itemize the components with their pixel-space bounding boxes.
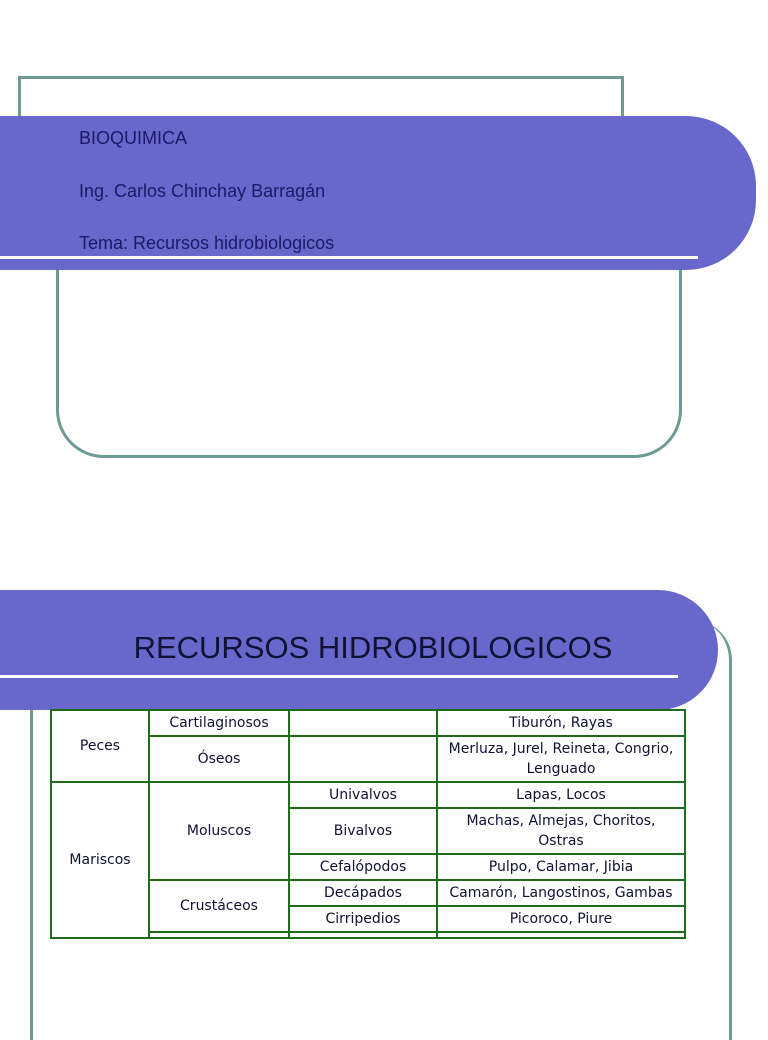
subclass-cell: Cirripedios [289, 906, 437, 932]
examples-cell: Tiburón, Rayas [437, 710, 685, 736]
slide-title-page [0, 0, 768, 500]
group-cell: Peces [51, 710, 149, 782]
examples-cell [437, 932, 685, 938]
examples-cell: Merluza, Jurel, Reineta, Congrio, Lenguado [437, 736, 685, 782]
examples-cell: Camarón, Langostinos, Gambas [437, 880, 685, 906]
group-cell: Mariscos [51, 782, 149, 938]
subclass-cell: Bivalvos [289, 808, 437, 854]
examples-cell: Pulpo, Calamar, Jibia [437, 854, 685, 880]
subclass-cell: Univalvos [289, 782, 437, 808]
class-cell [149, 932, 289, 938]
table-row [51, 782, 685, 808]
topic-line: Tema: Recursos hidrobiologicos [79, 233, 335, 253]
slide-frame-bottom [56, 250, 682, 458]
class-cell: Moluscos [149, 782, 289, 880]
class-cell: Crustáceos [149, 880, 289, 932]
examples-cell: Picoroco, Piure [437, 906, 685, 932]
class-cell: Cartilaginosos [149, 710, 289, 736]
examples-cell: Machas, Almejas, Choritos, Ostras [437, 808, 685, 854]
resources-table [50, 709, 686, 939]
banner-divider [0, 256, 698, 259]
subclass-cell [289, 710, 437, 736]
examples-cell: Lapas, Locos [437, 782, 685, 808]
table-row [51, 710, 685, 736]
subclass-cell: Decápados [289, 880, 437, 906]
slide-resources [0, 560, 768, 1024]
slide-title: RECURSOS HIDROBIOLOGICOS [133, 630, 613, 665]
subclass-cell [289, 736, 437, 782]
course-name: BIOQUIMICA [79, 128, 188, 148]
author-name: Ing. Carlos Chinchay Barragán [79, 181, 326, 201]
banner-divider [0, 675, 678, 678]
subclass-cell [289, 932, 437, 938]
subclass-cell: Cefalópodos [289, 854, 437, 880]
class-cell: Óseos [149, 736, 289, 782]
